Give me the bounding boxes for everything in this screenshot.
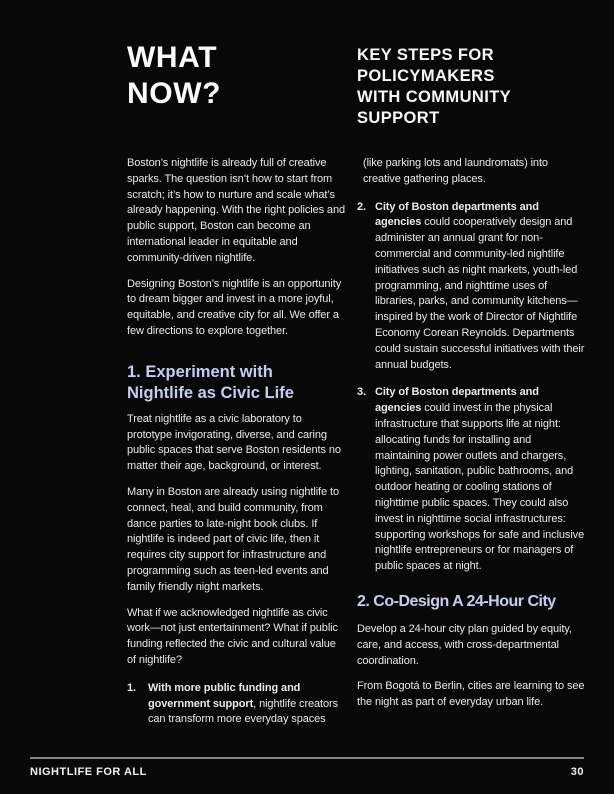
list-item-number: 2. <box>357 200 366 213</box>
list-item-text <box>148 681 347 728</box>
body-paragraph: Develop a 24-hour city plan guided by equity, care, and access, with cross-departmental coordination. <box>357 622 572 667</box>
list-item <box>357 385 585 575</box>
list-item-text <box>375 200 585 374</box>
list-item-continuation: (like parking lots and laundromats) into creative gathering places. <box>363 157 548 185</box>
left-column <box>127 40 347 728</box>
right-column <box>357 40 585 728</box>
footer-report-title: NIGHTLIFE FOR ALL <box>30 766 147 778</box>
page-title <box>127 40 347 112</box>
section-heading-experiment <box>127 362 347 404</box>
page-title-line: NOW? <box>127 77 222 110</box>
list-item-bold-text: City of Boston departments and agencies <box>375 386 539 415</box>
page-footer <box>30 757 584 778</box>
section-paragraphs <box>357 622 585 711</box>
intro-paragraph: Boston’s nightlife is already full of creative sparks. The question isn’t how to start from scratch; it’s how to nurture and scale what’s already happening. With the right policies and public support, Boston can become an international leader in equitable and community-driven nightlife. <box>127 157 345 264</box>
section-heading-line: Nightlife as Civic Life <box>127 383 294 402</box>
section-heading-codesign: 2. Co-Design A 24-Hour City <box>357 592 556 610</box>
footer-page-number: 30 <box>570 766 584 778</box>
list-item <box>127 681 347 728</box>
key-steps-heading-line: KEY STEPS FOR <box>357 46 494 64</box>
key-steps-heading-line: POLICYMAKERS <box>357 67 495 85</box>
body-paragraph: What if we acknowledged nightlife as civic work—not just entertainment? What if public funding reflected the civic and cultural value of nightlife? <box>127 606 338 666</box>
body-paragraph: From Bogotá to Berlin, cities are learning to see the night as part of everyday urban life. <box>357 680 585 709</box>
list-item-text <box>375 385 585 575</box>
list-item-rest-text: , nightlife creators can transform more everyday spaces <box>148 697 338 726</box>
list-item-bold-text: With more public funding and government support <box>148 681 301 710</box>
key-steps-heading-line: WITH COMMUNITY <box>357 88 512 106</box>
key-steps-heading-line: SUPPORT <box>357 109 440 127</box>
list-item-rest-text: could invest in the physical infrastructure that supports life at night: allocating funds for installing and maintaining power outlets and chargers, lighting, sanitation, public bathrooms, and outdoor heating or cooling stations of nighttime public spaces. They could also invest in nighttime social infrastructures: supporting workshops for safe and inclusive nightlife entrepreneurs or for managers of public spaces at night. <box>375 402 585 573</box>
page-title-line: WHAT <box>127 41 218 74</box>
section-heading-line: 1. Experiment with <box>127 362 273 381</box>
list-item-rest-text: could cooperatively design and administer an annual grant for non-commercial and community-led nightlife initiatives such as night markets, youth-led programming, and nighttime uses of libraries, parks, and community kitchens—inspired by the work of Director of Nightlife Economy Corean Reynolds. Departments could sustain successful initiatives with their annual budgets. <box>375 216 585 371</box>
body-paragraph: Many in Boston are already using nightlife to connect, heal, and build community, from dance parties to late-night book clubs. If nightlife is indeed part of civic life, then it requires city support for infrastructure and programming such as teen-led events and family friendly night markets. <box>127 485 339 593</box>
list-item-number: 3. <box>357 386 366 399</box>
list-item-number: 1. <box>127 681 136 694</box>
intro-paragraph: Designing Boston’s nightlife is an opportunity to dream bigger and invest in a more joyful, equitable, and creative city for all. We offer a few directions to explore together. <box>127 277 342 337</box>
list-item <box>357 200 585 374</box>
key-steps-heading <box>357 45 585 129</box>
list-item-bold-text: City of Boston departments and agencies <box>375 200 539 229</box>
body-paragraph: Treat nightlife as a civic laboratory to prototype invigorating, diverse, and caring public spaces that serve Boston residents no matter their age, background, or interest. <box>127 412 341 473</box>
